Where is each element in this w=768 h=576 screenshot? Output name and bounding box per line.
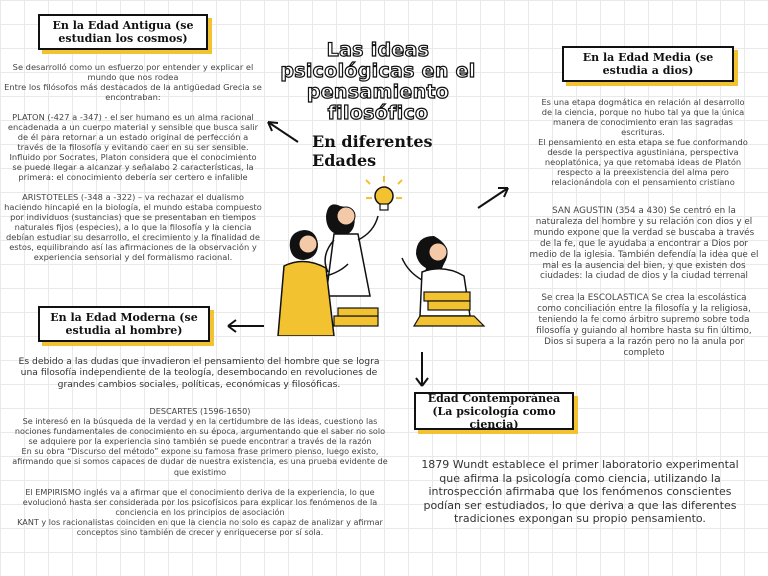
standing-woman xyxy=(325,204,378,296)
text-edad-media-2: SAN AGUSTIN (354 a 430) Se centró en la naturaleza del hombre y su relación con dios y el mundo expone que la verdad se buscaba a través de la fe, que le ayudaba a encontrar a Dios por medio de la iglesia. También defendía la idea que el mal es la ausencia del bien, y que existen dos ciudades: la ciudad de dios y la ciudad terrenal Se crea la ESCOLASTICA Se crea la escolástica como conciliación entre la filosofía y la religiosa, teniendo la fe como árbitro supremo sobre toda filosofía y guiando al hombre hasta su fin último, Dios si supera a la razón pero no la anula por completo xyxy=(529,206,759,358)
text-edad-moderna-intro: Es debido a las dudas que invadieron el pensamiento del hombre que se logra una filosofía independiente de la teología, desembocando en revoluciones de grandes cambios sociales, políticas, económicas y filosóficas. xyxy=(18,356,380,390)
page-subtitle: En diferentes Edades xyxy=(312,132,433,170)
text-edad-contemporanea: 1879 Wundt establece el primer laboratorio experimental que afirma la psicología como ciencia, utilizando la introspección afirmaba que los fenómenos conscientes podían ser estudiados, lo que deriva a que las diferentes tradiciones expongan su propio pensamiento. xyxy=(421,458,739,526)
text-edad-moderna: DESCARTES (1596-1650) Se interesó en la búsqueda de la verdad y en la certidumbre de las ideas, cuestiono las nociones fundamentales de conocimiento en su época, argumentando que el saber no solo se adquiere por la experiencia sino también se puede encontrar a través de la razón En su obra “Discurso del método” expone su famosa frase primero pienso, luego existo, afirmando que si somos capaces de dudar de nuestra existencia, es una prueba evidente de que existimo El EMPIRISMO inglés va a afirmar que el conocimiento deriva de la experiencia, lo que evolucionó hasta ser considerada por los psicofísicos para explicar los fenómenos de la conciencia en los principios de asociación KANT y los racionalistas coinciden en que la ciencia no solo es capaz de analizar y afirmar conceptos sino también de crecer y enriquecerse por sí sola. xyxy=(12,406,388,538)
arrow-to-moderna-icon xyxy=(224,316,266,336)
page-title: Las ideas psicológicas en el pensamiento filosófico xyxy=(280,39,476,124)
sitting-woman-right xyxy=(402,236,484,326)
lightbulb-icon xyxy=(366,176,402,210)
text-edad-media: Es una etapa dogmática en relación al desarrollo de la ciencia, porque no hubo tal ya que la única manera de conocimiento eran las sagradas escrituras. El pensamiento en esta etapa se fue conformando desde la perspectiva agustiniana, perspectiva neoplatónica, ya que retomaba ideas de Platón respecto a la preexistencia del alma pero relacionándola con el pensamiento cristiano xyxy=(538,97,748,187)
heading-edad-moderna: En la Edad Moderna (se estudia al hombre) xyxy=(38,306,210,342)
text-edad-antigua: Se desarrolló como un esfuerzo por entender y explicar el mundo que nos rodea Entre los filósofos más destacados de la antigüedad Grecia se encontraban: PLATON (-427 a -347) - el ser humano es un alma racional encadenada a un cuerpo material y sensible que busca salir de él para retornar a un estado original de perfección a través de la filosofía y evitando caer en su ser sensible. Influido por Socrates, Platon considera que el conocimiento se puede llegar a alcanzar y señalabo 2 características, la primera: el conocimiento debería ser certero e infalible ARISTOTELES (-348 a -322) – va rechazar el dualismo haciendo hincapié en la biología, el mundo estaba compuesto por individuos (sustancias) que se presentaban en tiempos naturales fijos (especies), a lo que la filosofía y la ciencia debían estudiar su desarrollo, el crecimiento y la finalidad de estos, equilibrando así las afirmaciones de la observación y experiencia sensorial y del formalismo racional. xyxy=(4,62,262,262)
arrow-to-antigua-icon xyxy=(262,118,302,146)
arrow-to-contemporanea-icon xyxy=(412,350,432,390)
heading-edad-media: En la Edad Media (se estudia a dios) xyxy=(562,46,734,82)
heading-edad-contemporanea: Edad Contemporánea (La psicología como ciencia) xyxy=(414,392,574,430)
people-thinking-illustration xyxy=(274,176,504,336)
heading-edad-antigua: En la Edad Antigua (se estudian los cosmos) xyxy=(38,14,208,50)
